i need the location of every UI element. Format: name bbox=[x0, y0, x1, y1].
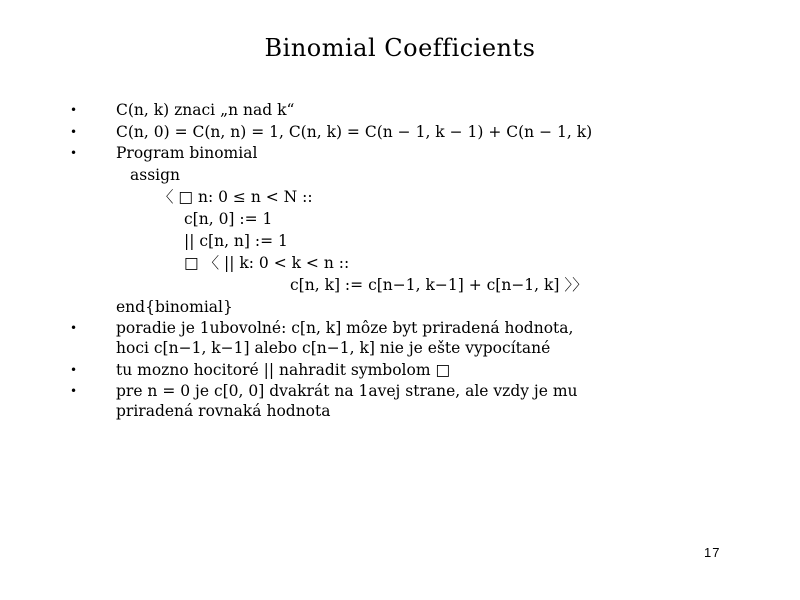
bullet-text-recurrence: C(n, 0) = C(n, n) = 1, C(n, k) = C(n − 1, k − 1) + C(n − 1, k) bbox=[116, 123, 593, 141]
bullet-text-order: poradie je 1ubovolné: c[n, k] môze byt priradená hodnota, bbox=[116, 319, 574, 337]
code-line-end: end{binomial} bbox=[116, 298, 233, 316]
code-line-recurrence: c[n, k] := c[n−1, k−1] + c[n−1, k] 〉〉 bbox=[290, 276, 588, 294]
bullet-marker: • bbox=[70, 125, 78, 139]
code-line-inner-quantifier: □ 〈 || k: 0 < k < n :: bbox=[184, 254, 350, 272]
bullet-marker: • bbox=[70, 384, 78, 398]
bullet-marker: • bbox=[70, 321, 78, 335]
bullet-text-order-continued: hoci c[n−1, k−1] alebo c[n−1, k] nie je ešte vypocítané bbox=[116, 339, 551, 357]
bullet-marker: • bbox=[70, 103, 78, 117]
slide-title: Binomial Coefficients bbox=[264, 34, 536, 62]
code-line-assign: assign bbox=[130, 166, 181, 184]
bullet-text-twice: pre n = 0 je c[0, 0] dvakrát na 1avej strane, ale vzdy je mu bbox=[116, 382, 578, 400]
code-line-base-n: || c[n, n] := 1 bbox=[184, 232, 288, 250]
code-line-quantifier: 〈 □ n: 0 ≤ n < N :: bbox=[158, 188, 313, 206]
code-line-base-0: c[n, 0] := 1 bbox=[184, 210, 273, 228]
bullet-marker: • bbox=[70, 146, 78, 160]
bullet-text-program: Program binomial bbox=[116, 144, 258, 162]
page-number: 17 bbox=[704, 545, 721, 560]
bullet-text-replace: tu mozno hocitoré || nahradit symbolom □ bbox=[116, 361, 451, 379]
bullet-text-notation: C(n, k) znaci „n nad k“ bbox=[116, 101, 295, 119]
bullet-text-twice-continued: priradená rovnaká hodnota bbox=[116, 402, 331, 420]
bullet-marker: • bbox=[70, 363, 78, 377]
